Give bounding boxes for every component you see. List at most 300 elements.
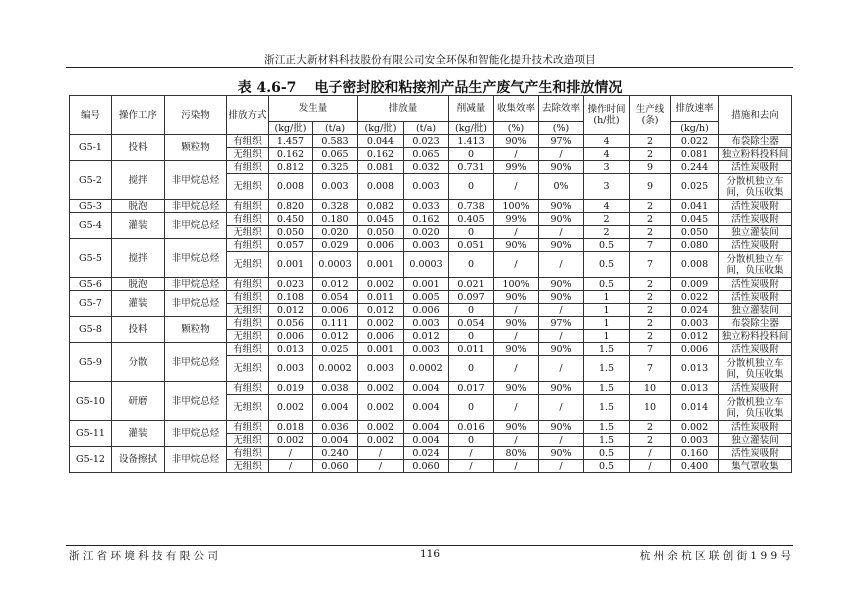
cell-rate: 0.009	[671, 278, 719, 291]
table-row	[70, 317, 792, 330]
cell-emi-year: 0.060	[404, 460, 449, 473]
cell-lines: 7	[630, 252, 671, 278]
cell-id: G5-4	[70, 213, 112, 239]
cell-mode: 有组织	[227, 239, 269, 252]
table-row	[70, 135, 792, 148]
cell-gen-batch: 0.820	[269, 200, 313, 213]
cell-emi-year: 0.004	[404, 395, 449, 421]
cell-gen-year: 0.004	[313, 395, 358, 421]
cell-emi-year: 0.032	[404, 161, 449, 174]
table-body	[70, 135, 792, 473]
cell-mode: 有组织	[227, 421, 269, 434]
cell-gen-batch: 0.003	[269, 356, 313, 382]
cell-emi-year: 0.004	[404, 382, 449, 395]
cell-process: 投料	[112, 317, 165, 343]
cell-rate: 0.045	[671, 213, 719, 226]
col-header-reduction: 削减量	[449, 96, 494, 122]
cell-removal: 0%	[539, 174, 584, 200]
cell-process: 分散	[112, 343, 165, 382]
cell-emi-year: 0.0003	[404, 252, 449, 278]
cell-emi-batch: 0.050	[358, 226, 404, 239]
cell-measure: 布袋除尘器	[719, 317, 792, 330]
cell-removal: 90%	[539, 213, 584, 226]
cell-lines: 2	[630, 421, 671, 434]
cell-reduction: 1.413	[449, 135, 494, 148]
footer-company: 浙 江 省 环 境 科 技 有 限 公 司	[69, 550, 218, 562]
cell-rate: 0.022	[671, 291, 719, 304]
cell-mode: 有组织	[227, 343, 269, 356]
cell-gen-batch: 0.450	[269, 213, 313, 226]
cell-mode: 有组织	[227, 200, 269, 213]
cell-gen-batch: 0.162	[269, 148, 313, 161]
cell-pollutant: 非甲烷总烃	[165, 200, 227, 213]
cell-emi-batch: 0.001	[358, 252, 404, 278]
cell-emi-year: 0.162	[404, 213, 449, 226]
cell-emi-year: 0.020	[404, 226, 449, 239]
col-header-mode: 排放方式	[227, 96, 269, 135]
cell-gen-year: 0.036	[313, 421, 358, 434]
cell-gen-year: 0.240	[313, 447, 358, 460]
cell-gen-batch: /	[269, 460, 313, 473]
cell-removal: 90%	[539, 278, 584, 291]
table-row	[70, 213, 792, 226]
cell-removal: /	[539, 226, 584, 239]
col-header-collect: 收集效率	[494, 96, 539, 122]
cell-mode: 无组织	[227, 252, 269, 278]
cell-measure: 集气罩收集	[719, 460, 792, 473]
cell-gen-batch: 0.002	[269, 395, 313, 421]
cell-measure: 独立灌装间	[719, 304, 792, 317]
footer-rule	[66, 545, 793, 546]
cell-measure: 独立粉料投料间	[719, 148, 792, 161]
cell-gen-year: 0.012	[313, 278, 358, 291]
cell-lines: 2	[630, 213, 671, 226]
cell-id: G5-8	[70, 317, 112, 343]
table-row	[70, 421, 792, 434]
cell-emi-year: 0.023	[404, 135, 449, 148]
cell-lines: 2	[630, 434, 671, 447]
col-header-generation: 发生量	[269, 96, 358, 122]
cell-hours: 2	[584, 226, 630, 239]
cell-rate: 0.160	[671, 447, 719, 460]
cell-gen-year: 0.006	[313, 304, 358, 317]
cell-rate: 0.013	[671, 382, 719, 395]
running-header: 浙江正大新材料科技股份有限公司安全环保和智能化提升技术改造项目	[264, 54, 596, 66]
cell-removal: /	[539, 395, 584, 421]
cell-rate: 0.080	[671, 239, 719, 252]
cell-emi-year: 0.003	[404, 317, 449, 330]
cell-pollutant: 非甲烷总烃	[165, 291, 227, 317]
cell-gen-year: 0.180	[313, 213, 358, 226]
cell-reduction: 0.054	[449, 317, 494, 330]
cell-rate: 0.008	[671, 252, 719, 278]
cell-pollutant: 非甲烷总烃	[165, 239, 227, 278]
cell-pollutant: 非甲烷总烃	[165, 278, 227, 291]
cell-hours: 0.5	[584, 239, 630, 252]
cell-id: G5-12	[70, 447, 112, 473]
cell-reduction: 0	[449, 356, 494, 382]
cell-hours: 3	[584, 174, 630, 200]
cell-emi-batch: 0.006	[358, 330, 404, 343]
cell-reduction: 0.017	[449, 382, 494, 395]
cell-lines: 2	[630, 291, 671, 304]
cell-emi-batch: 0.012	[358, 304, 404, 317]
cell-emi-batch: 0.002	[358, 421, 404, 434]
cell-measure: 独立粉料投料间	[719, 330, 792, 343]
col-header-removal: 去除效率	[539, 96, 584, 122]
cell-emi-year: 0.0002	[404, 356, 449, 382]
cell-process: 灌装	[112, 421, 165, 447]
cell-reduction: 0	[449, 434, 494, 447]
cell-rate: 0.012	[671, 330, 719, 343]
cell-collect: 100%	[494, 278, 539, 291]
cell-removal: 90%	[539, 161, 584, 174]
unit-gen-batch: (kg/批)	[269, 122, 313, 135]
cell-gen-batch: 0.057	[269, 239, 313, 252]
col-header-process: 操作工序	[112, 96, 165, 135]
cell-emi-batch: /	[358, 447, 404, 460]
cell-removal: /	[539, 460, 584, 473]
cell-reduction: 0.011	[449, 343, 494, 356]
cell-collect: 90%	[494, 421, 539, 434]
cell-mode: 无组织	[227, 226, 269, 239]
col-header-lines: 生产线(条)	[630, 96, 671, 135]
cell-hours: 1.5	[584, 421, 630, 434]
cell-hours: 0.5	[584, 278, 630, 291]
cell-reduction: 0.051	[449, 239, 494, 252]
cell-lines: /	[630, 447, 671, 460]
cell-gen-batch: 0.050	[269, 226, 313, 239]
cell-hours: 4	[584, 148, 630, 161]
cell-emi-year: 0.006	[404, 304, 449, 317]
cell-measure: 活性炭吸附	[719, 421, 792, 434]
cell-gen-year: 0.012	[313, 330, 358, 343]
cell-process: 搅拌	[112, 239, 165, 278]
cell-gen-batch: 0.013	[269, 343, 313, 356]
cell-hours: 1.5	[584, 382, 630, 395]
table-row	[70, 200, 792, 213]
cell-gen-batch: 0.012	[269, 304, 313, 317]
cell-hours: 1	[584, 291, 630, 304]
cell-reduction: 0.021	[449, 278, 494, 291]
cell-pollutant: 非甲烷总烃	[165, 447, 227, 473]
cell-emi-batch: 0.011	[358, 291, 404, 304]
cell-collect: 90%	[494, 382, 539, 395]
col-header-pollutant: 污染物	[165, 96, 227, 135]
cell-pollutant: 非甲烷总烃	[165, 382, 227, 421]
table-number: 表 4.6-7	[237, 80, 297, 96]
cell-process: 脱泡	[112, 200, 165, 213]
table-row	[70, 382, 792, 395]
cell-gen-year: 0.004	[313, 434, 358, 447]
cell-hours: 0.5	[584, 460, 630, 473]
cell-mode: 无组织	[227, 330, 269, 343]
cell-removal: /	[539, 330, 584, 343]
cell-mode: 无组织	[227, 148, 269, 161]
cell-gen-year: 0.003	[313, 174, 358, 200]
cell-emi-batch: 0.045	[358, 213, 404, 226]
cell-pollutant: 非甲烷总烃	[165, 161, 227, 200]
cell-reduction: 0	[449, 330, 494, 343]
cell-rate: 0.014	[671, 395, 719, 421]
cell-mode: 无组织	[227, 460, 269, 473]
unit-emi-batch: (kg/批)	[358, 122, 404, 135]
cell-measure: 活性炭吸附	[719, 382, 792, 395]
cell-reduction: 0	[449, 304, 494, 317]
cell-reduction: 0.016	[449, 421, 494, 434]
col-header-emission: 排放量	[358, 96, 449, 122]
cell-gen-batch: 0.001	[269, 252, 313, 278]
cell-pollutant: 颗粒物	[165, 317, 227, 343]
cell-id: G5-3	[70, 200, 112, 213]
page-number: 116	[419, 548, 441, 560]
cell-id: G5-6	[70, 278, 112, 291]
cell-hours: 1	[584, 330, 630, 343]
cell-mode: 有组织	[227, 447, 269, 460]
cell-measure: 活性炭吸附	[719, 213, 792, 226]
cell-lines: 2	[630, 200, 671, 213]
cell-reduction: 0	[449, 395, 494, 421]
cell-gen-batch: 0.006	[269, 330, 313, 343]
table-row	[70, 291, 792, 304]
cell-emi-year: 0.001	[404, 278, 449, 291]
cell-collect: /	[494, 252, 539, 278]
cell-lines: 2	[630, 278, 671, 291]
cell-rate: 0.041	[671, 200, 719, 213]
cell-collect: 90%	[494, 343, 539, 356]
cell-lines: /	[630, 460, 671, 473]
cell-gen-year: 0.025	[313, 343, 358, 356]
cell-rate: 0.003	[671, 434, 719, 447]
cell-emi-batch: 0.002	[358, 382, 404, 395]
cell-id: G5-1	[70, 135, 112, 161]
cell-removal: /	[539, 148, 584, 161]
cell-gen-batch: 0.018	[269, 421, 313, 434]
cell-gen-batch: /	[269, 447, 313, 460]
cell-emi-batch: /	[358, 460, 404, 473]
unit-emi-year: (t/a)	[404, 122, 449, 135]
cell-measure: 活性炭吸附	[719, 161, 792, 174]
cell-id: G5-2	[70, 161, 112, 200]
cell-reduction: 0.738	[449, 200, 494, 213]
col-header-measure: 措施和去向	[719, 96, 792, 135]
cell-collect: /	[494, 148, 539, 161]
cell-lines: 10	[630, 382, 671, 395]
cell-id: G5-7	[70, 291, 112, 317]
cell-removal: /	[539, 304, 584, 317]
cell-lines: 9	[630, 174, 671, 200]
cell-reduction: 0	[449, 148, 494, 161]
cell-rate: 0.003	[671, 317, 719, 330]
cell-gen-batch: 1.457	[269, 135, 313, 148]
cell-rate: 0.006	[671, 343, 719, 356]
cell-hours: 1.5	[584, 343, 630, 356]
cell-lines: 2	[630, 304, 671, 317]
cell-emi-batch: 0.008	[358, 174, 404, 200]
cell-emi-batch: 0.162	[358, 148, 404, 161]
cell-reduction: 0.405	[449, 213, 494, 226]
cell-emi-year: 0.065	[404, 148, 449, 161]
cell-rate: 0.400	[671, 460, 719, 473]
cell-process: 研磨	[112, 382, 165, 421]
cell-rate: 0.002	[671, 421, 719, 434]
cell-lines: 7	[630, 343, 671, 356]
cell-collect: 99%	[494, 213, 539, 226]
cell-reduction: 0	[449, 252, 494, 278]
cell-hours: 2	[584, 213, 630, 226]
cell-collect: /	[494, 395, 539, 421]
cell-mode: 有组织	[227, 317, 269, 330]
cell-emi-year: 0.003	[404, 239, 449, 252]
cell-collect: 90%	[494, 239, 539, 252]
cell-mode: 无组织	[227, 174, 269, 200]
cell-reduction: 0	[449, 226, 494, 239]
cell-gen-year: 0.0002	[313, 356, 358, 382]
cell-removal: 97%	[539, 317, 584, 330]
cell-process: 灌装	[112, 213, 165, 239]
cell-removal: 90%	[539, 382, 584, 395]
cell-collect: /	[494, 356, 539, 382]
col-header-id: 编号	[70, 96, 112, 135]
cell-emi-batch: 0.002	[358, 317, 404, 330]
unit-collect: (%)	[494, 122, 539, 135]
cell-collect: 80%	[494, 447, 539, 460]
cell-rate: 0.050	[671, 226, 719, 239]
table-caption	[0, 77, 860, 97]
cell-gen-batch: 0.019	[269, 382, 313, 395]
cell-removal: 90%	[539, 239, 584, 252]
cell-rate: 0.025	[671, 174, 719, 200]
cell-gen-year: 0.054	[313, 291, 358, 304]
cell-mode: 有组织	[227, 161, 269, 174]
cell-emi-batch: 0.002	[358, 434, 404, 447]
cell-measure: 活性炭吸附	[719, 447, 792, 460]
cell-measure: 分散机独立车间，负压收集	[719, 395, 792, 421]
cell-emi-batch: 0.081	[358, 161, 404, 174]
cell-gen-year: 0.328	[313, 200, 358, 213]
cell-measure: 分散机独立车间，负压收集	[719, 174, 792, 200]
cell-lines: 2	[630, 148, 671, 161]
cell-collect: 90%	[494, 291, 539, 304]
cell-gen-year: 0.583	[313, 135, 358, 148]
cell-gen-year: 0.060	[313, 460, 358, 473]
table-head	[70, 96, 792, 135]
cell-reduction: /	[449, 460, 494, 473]
cell-pollutant: 非甲烷总烃	[165, 343, 227, 382]
cell-hours: 1.5	[584, 356, 630, 382]
cell-emi-year: 0.005	[404, 291, 449, 304]
cell-collect: 100%	[494, 200, 539, 213]
cell-collect: /	[494, 226, 539, 239]
cell-measure: 活性炭吸附	[719, 239, 792, 252]
cell-hours: 4	[584, 135, 630, 148]
cell-collect: 90%	[494, 135, 539, 148]
cell-emi-year: 0.003	[404, 174, 449, 200]
cell-measure: 独立灌装间	[719, 434, 792, 447]
cell-lines: 9	[630, 161, 671, 174]
cell-lines: 2	[630, 317, 671, 330]
cell-pollutant: 非甲烷总烃	[165, 421, 227, 447]
cell-rate: 0.081	[671, 148, 719, 161]
cell-emi-year: 0.004	[404, 421, 449, 434]
cell-reduction: 0.097	[449, 291, 494, 304]
cell-hours: 0.5	[584, 252, 630, 278]
cell-emi-year: 0.033	[404, 200, 449, 213]
cell-hours: 3	[584, 161, 630, 174]
cell-mode: 无组织	[227, 356, 269, 382]
cell-reduction: 0	[449, 174, 494, 200]
cell-mode: 有组织	[227, 278, 269, 291]
unit-gen-year: (t/a)	[313, 122, 358, 135]
cell-mode: 有组织	[227, 382, 269, 395]
cell-lines: 7	[630, 239, 671, 252]
cell-removal: 90%	[539, 343, 584, 356]
cell-gen-year: 0.038	[313, 382, 358, 395]
cell-mode: 有组织	[227, 291, 269, 304]
cell-hours: 1	[584, 317, 630, 330]
cell-emi-batch: 0.002	[358, 278, 404, 291]
cell-id: G5-9	[70, 343, 112, 382]
cell-collect: /	[494, 304, 539, 317]
cell-gen-batch: 0.002	[269, 434, 313, 447]
cell-removal: /	[539, 252, 584, 278]
cell-mode: 无组织	[227, 304, 269, 317]
cell-gen-year: 0.325	[313, 161, 358, 174]
cell-reduction: /	[449, 447, 494, 460]
cell-id: G5-11	[70, 421, 112, 447]
cell-emi-batch: 0.044	[358, 135, 404, 148]
cell-lines: 7	[630, 356, 671, 382]
cell-hours: 0.5	[584, 447, 630, 460]
cell-removal: 90%	[539, 291, 584, 304]
col-header-hours: 操作时间(h/批)	[584, 96, 630, 135]
cell-measure: 独立灌装间	[719, 226, 792, 239]
cell-hours: 1.5	[584, 434, 630, 447]
cell-collect: /	[494, 460, 539, 473]
cell-pollutant: 颗粒物	[165, 135, 227, 161]
cell-removal: 90%	[539, 200, 584, 213]
cell-emi-batch: 0.006	[358, 239, 404, 252]
cell-gen-year: 0.065	[313, 148, 358, 161]
cell-emi-batch: 0.003	[358, 356, 404, 382]
cell-process: 设备擦拭	[112, 447, 165, 473]
table-row	[70, 447, 792, 460]
cell-measure: 活性炭吸附	[719, 291, 792, 304]
cell-process: 脱泡	[112, 278, 165, 291]
cell-lines: 2	[630, 330, 671, 343]
cell-gen-year: 0.020	[313, 226, 358, 239]
cell-gen-year: 0.029	[313, 239, 358, 252]
cell-hours: 1.5	[584, 395, 630, 421]
cell-collect: 90%	[494, 317, 539, 330]
cell-process: 灌装	[112, 291, 165, 317]
cell-rate: 0.244	[671, 161, 719, 174]
cell-collect: 99%	[494, 161, 539, 174]
cell-measure: 活性炭吸附	[719, 343, 792, 356]
cell-removal: 90%	[539, 447, 584, 460]
cell-emi-batch: 0.001	[358, 343, 404, 356]
cell-collect: /	[494, 174, 539, 200]
header-row	[70, 96, 792, 122]
cell-lines: 2	[630, 226, 671, 239]
table-row	[70, 161, 792, 174]
cell-emi-batch: 0.082	[358, 200, 404, 213]
cell-rate: 0.024	[671, 304, 719, 317]
cell-rate: 0.013	[671, 356, 719, 382]
unit-rate: (kg/h)	[671, 122, 719, 135]
table-title: 电子密封胶和粘接剂产品生产废气产生和排放情况	[314, 80, 623, 96]
cell-gen-year: 0.0003	[313, 252, 358, 278]
